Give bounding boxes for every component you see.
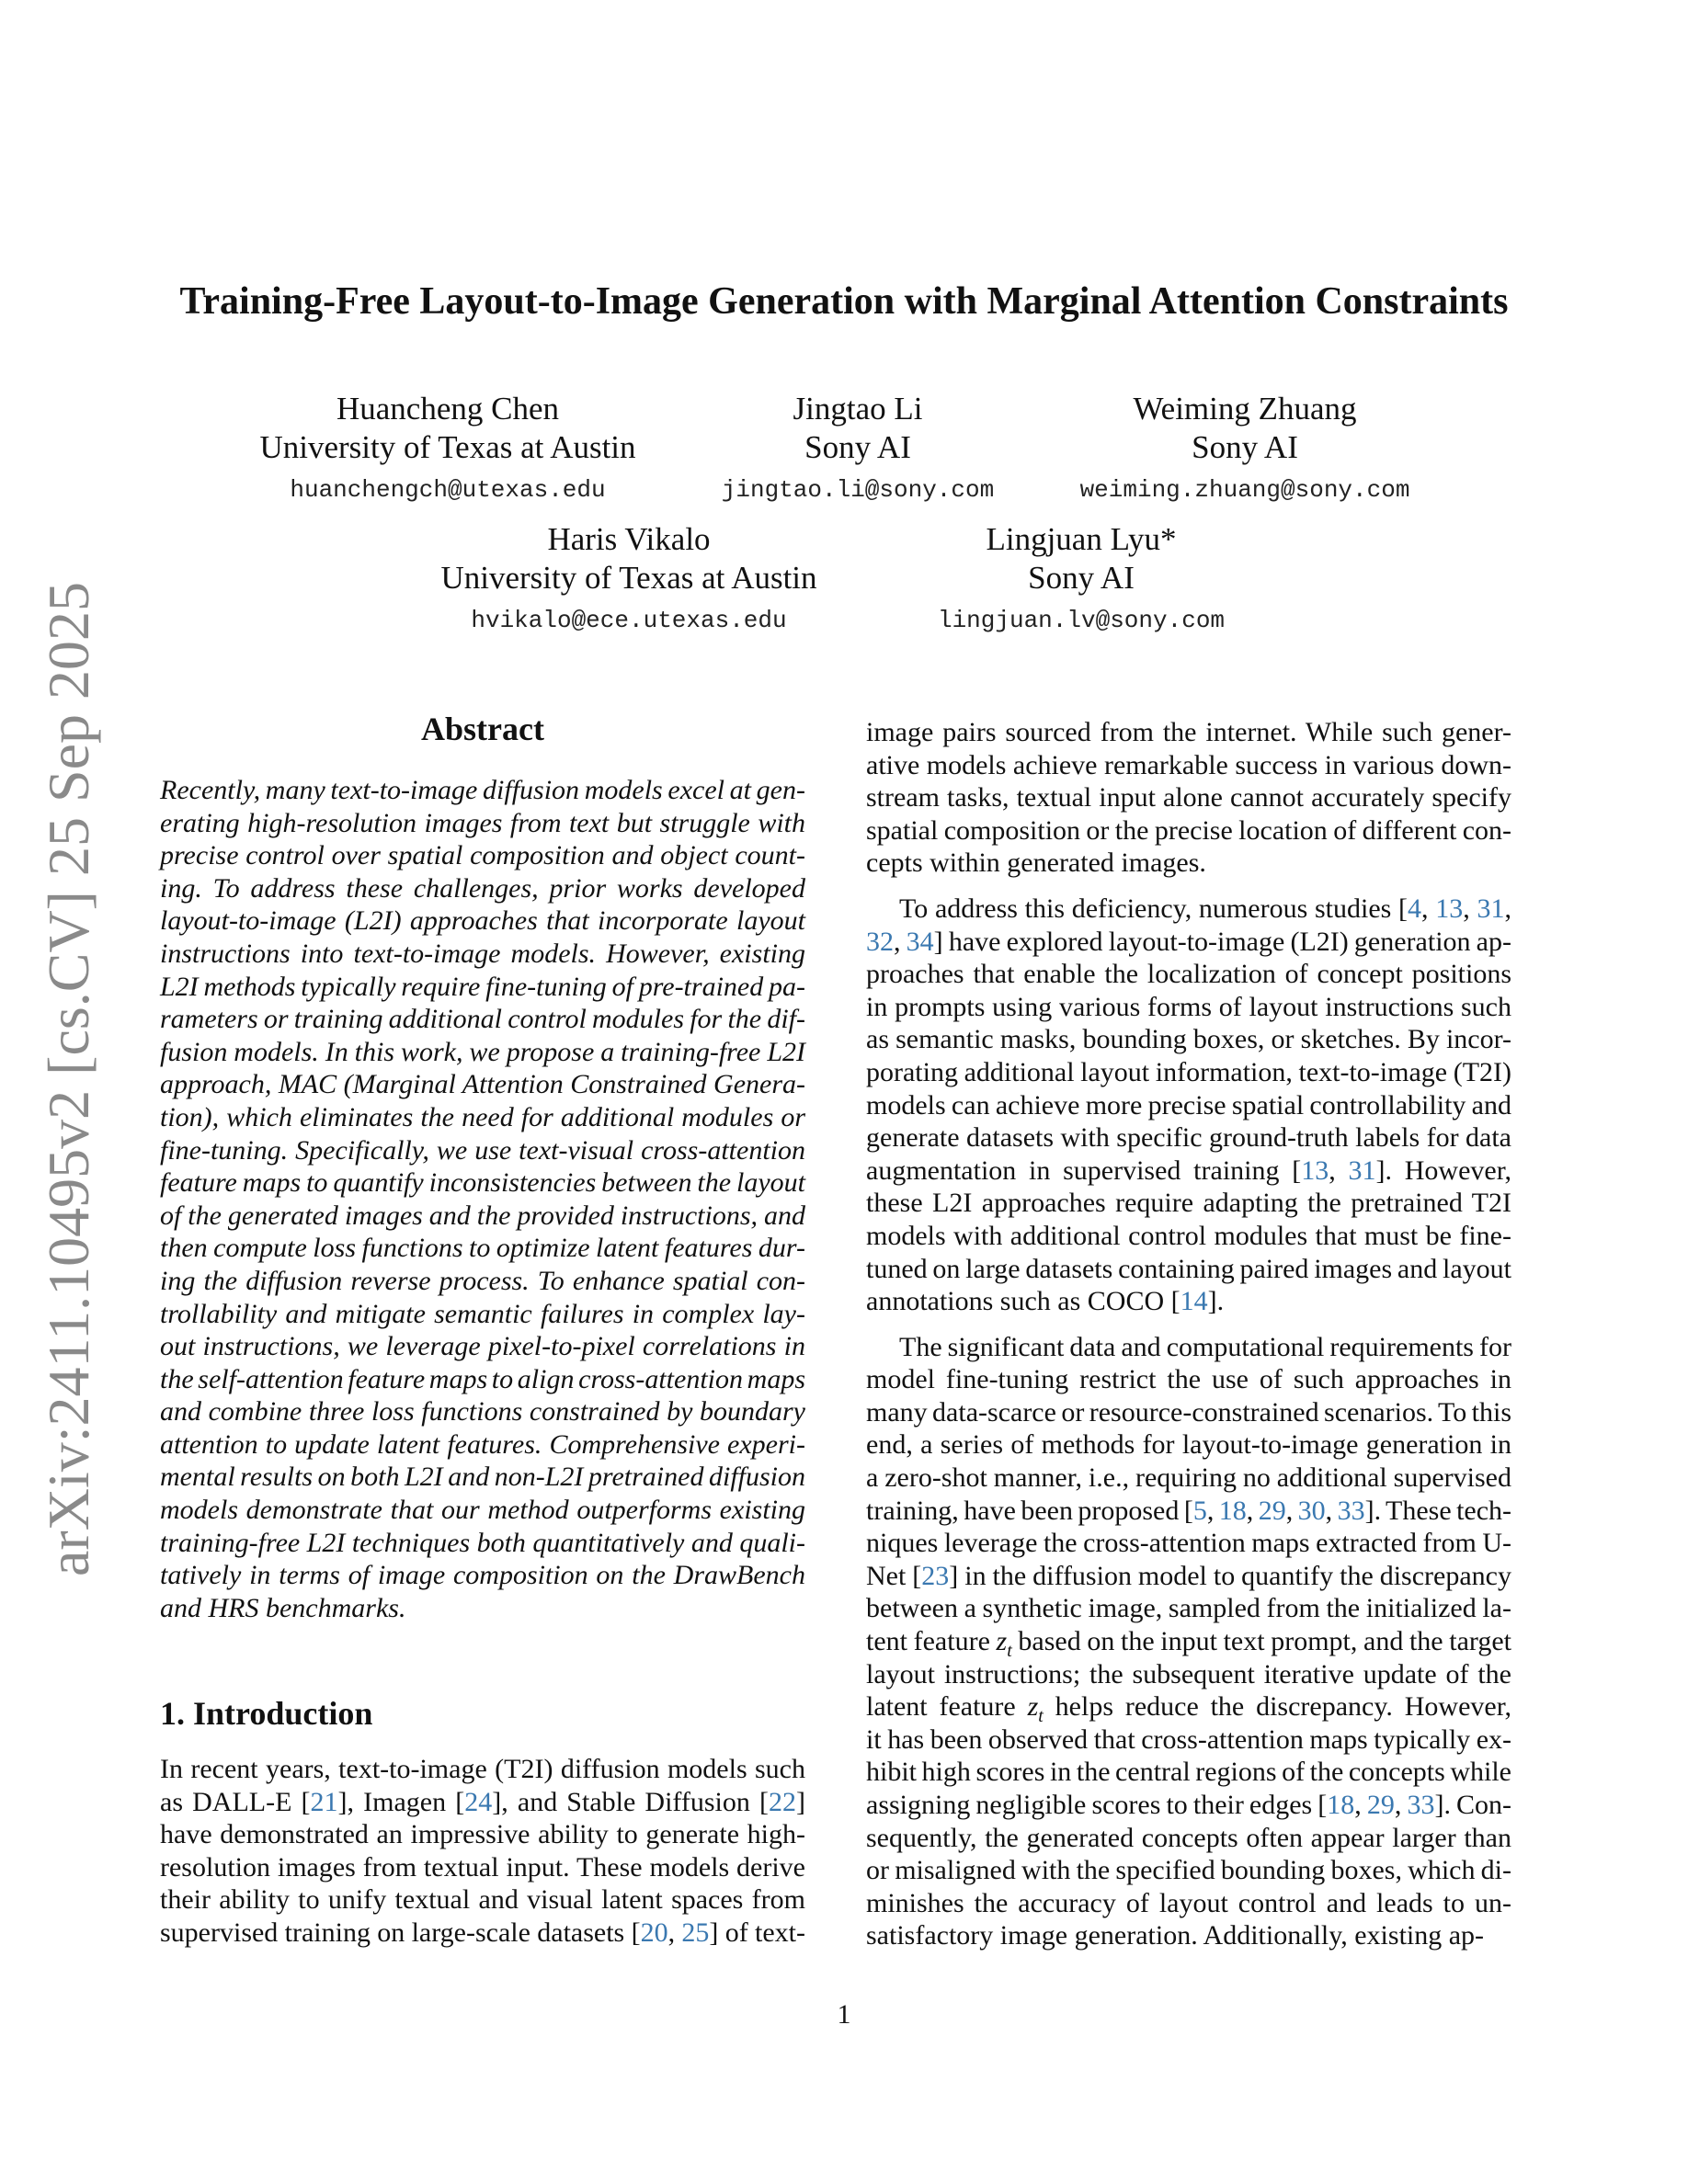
abstract-body bbox=[160, 774, 805, 1624]
citation-link[interactable]: 5 bbox=[1192, 1495, 1207, 1526]
citation-link[interactable]: 21 bbox=[310, 1786, 338, 1817]
introduction-section bbox=[160, 1694, 805, 1962]
text-line: erating high-resolution images from text but struggle with bbox=[160, 807, 805, 838]
author bbox=[722, 390, 994, 504]
text-line: between a synthetic image, sampled from the initialized la- bbox=[866, 1593, 1511, 1624]
math-z-t: $z_t$ bbox=[996, 1626, 1012, 1662]
citation-link[interactable]: 33 bbox=[1407, 1790, 1435, 1820]
text-line: trollability and mitigate semantic failures in complex lay- bbox=[160, 1298, 805, 1329]
introduction-left-body bbox=[160, 1753, 805, 1950]
text-line: To address this deficiency, numerous studies [4, 13, 31, bbox=[899, 893, 1512, 924]
text-line: annotations such as COCO [14]. bbox=[866, 1286, 1225, 1317]
author bbox=[259, 390, 635, 504]
text-line: In recent years, text-to-image (T2I) diffusion models such bbox=[160, 1754, 805, 1784]
text-line: satisfactory image generation. Additionally, existing ap- bbox=[866, 1920, 1485, 1951]
text-line: image pairs sourced from the internet. While such gener- bbox=[866, 717, 1511, 747]
paper-title: Training-Free Layout-to-Image Generation with Marginal Attention Constraints bbox=[179, 280, 1509, 323]
citation-link[interactable]: 13 bbox=[1435, 893, 1464, 924]
citation-link[interactable]: 33 bbox=[1337, 1495, 1365, 1526]
author bbox=[938, 520, 1225, 634]
text-line: instructions into text-to-image models. However, existing bbox=[160, 938, 805, 969]
citation-link[interactable]: 18 bbox=[1218, 1495, 1247, 1526]
text-line: latent feature $z_t$ helps reduce the discrepancy. However, bbox=[866, 1691, 1511, 1727]
author-email[interactable]: hvikalo@ece.utexas.edu bbox=[471, 607, 787, 634]
text-line: training-free L2I techniques both quantitatively and quali- bbox=[160, 1527, 805, 1558]
text-line: and HRS benchmarks. bbox=[160, 1592, 406, 1623]
text-line: ative models achieve remarkable success in various down- bbox=[866, 749, 1511, 780]
author-affiliation: Sony AI bbox=[1192, 429, 1298, 465]
citation-link[interactable]: 31 bbox=[1348, 1155, 1376, 1186]
text-line: tion), which eliminates the need for additional modules or bbox=[160, 1101, 805, 1132]
author-name: Jingtao Li bbox=[793, 391, 923, 427]
text-line: spatial composition or the precise location of different con- bbox=[866, 814, 1511, 846]
citation-link[interactable]: 20 bbox=[640, 1917, 668, 1948]
introduction-heading: 1. Introduction bbox=[160, 1695, 373, 1732]
text-line: resolution images from textual input. These models derive bbox=[160, 1851, 805, 1883]
text-line: attention to update latent features. Comprehensive experi- bbox=[160, 1428, 805, 1460]
citation-link[interactable]: 31 bbox=[1477, 893, 1505, 924]
text-line: ing. To address these challenges, prior works developed bbox=[160, 872, 805, 904]
citation-link[interactable]: 29 bbox=[1258, 1495, 1286, 1526]
text-line: models with additional control modules that must be fine- bbox=[866, 1220, 1511, 1251]
text-line: ing the diffusion reverse process. To enhance spatial con- bbox=[160, 1265, 805, 1296]
author-affiliation: Sony AI bbox=[804, 429, 911, 465]
text-line: as DALL-E [21], Imagen [24], and Stable Diffusion [22] bbox=[160, 1786, 805, 1817]
text-line: mental results on both L2I and non-L2I pretrained diffusion bbox=[160, 1462, 805, 1493]
text-line: Recently, many text-to-image diffusion models excel at gen- bbox=[160, 775, 805, 805]
text-line: Net [23] in the diffusion model to quantify the discrepancy bbox=[866, 1560, 1511, 1591]
citation-link[interactable]: 25 bbox=[681, 1917, 710, 1948]
text-line: as semantic masks, bounding boxes, or sketches. By incor- bbox=[866, 1024, 1511, 1055]
text-line: supervised training on large-scale datasets [20, 25] of text- bbox=[160, 1917, 806, 1948]
text-line: tatively in terms of image composition on the DrawBench bbox=[160, 1560, 805, 1591]
text-line: the self-attention feature maps to align cross-attention maps bbox=[160, 1363, 806, 1394]
text-line: their ability to unify textual and visual latent spaces from bbox=[160, 1884, 805, 1916]
text-line: fusion models. In this work, we propose a training-free L2I bbox=[160, 1036, 805, 1067]
text-line: rameters or training additional control modules for the dif- bbox=[160, 1004, 805, 1035]
text-line: have demonstrated an impressive ability to generate high- bbox=[160, 1819, 805, 1850]
text-line: proaches that enable the localization of concept positions bbox=[866, 959, 1511, 990]
author-affiliation: Sony AI bbox=[1028, 560, 1135, 596]
text-line: precise control over spatial composition and object count- bbox=[160, 840, 805, 871]
author-email[interactable]: huanchengch@utexas.edu bbox=[290, 476, 606, 504]
text-line: out instructions, we leverage pixel-to-pixel correlations in bbox=[160, 1331, 805, 1362]
text-line: or misaligned with the specified bounding boxes, which di- bbox=[866, 1855, 1511, 1886]
text-line: assigning negligible scores to their edges [18, 29, 33]. Con- bbox=[866, 1790, 1512, 1820]
right-column bbox=[866, 716, 1511, 1965]
author-name: Huancheng Chen bbox=[336, 391, 559, 427]
author-email[interactable]: weiming.zhuang@sony.com bbox=[1079, 476, 1410, 504]
page-number: 1 bbox=[837, 1999, 851, 2030]
text-line: augmentation in supervised training [13, 31]. However, bbox=[866, 1155, 1511, 1186]
paragraph bbox=[866, 1331, 1511, 1952]
math-z-t: $z_t$ bbox=[1027, 1691, 1044, 1727]
citation-link[interactable]: 23 bbox=[921, 1560, 950, 1591]
text-line: of the generated images and the provided instructions, and bbox=[160, 1200, 805, 1231]
citation-link[interactable]: 32 bbox=[866, 926, 894, 957]
text-line: niques leverage the cross-attention maps extracted from U- bbox=[866, 1528, 1511, 1559]
arxiv-stamp: arXiv:2411.10495v2 [cs.CV] 25 Sep 2025 bbox=[36, 582, 101, 1576]
paragraph bbox=[160, 1753, 805, 1950]
text-line: approach, MAC (Marginal Attention Constrained Genera- bbox=[160, 1069, 805, 1100]
text-line: then compute loss functions to optimize latent features dur- bbox=[160, 1233, 805, 1264]
text-line: sequently, the generated concepts often appear larger than bbox=[866, 1822, 1511, 1853]
text-line: feature maps to quantify inconsistencies between the layout bbox=[160, 1167, 805, 1199]
text-line: generate datasets with specific ground-truth labels for data bbox=[866, 1122, 1511, 1154]
introduction-right-body bbox=[866, 716, 1511, 1952]
text-line: tent feature $z_t$ based on the input text prompt, and the target bbox=[866, 1626, 1511, 1662]
text-line: in prompts using various forms of layout instructions such bbox=[866, 991, 1511, 1022]
citation-link[interactable]: 24 bbox=[464, 1786, 493, 1817]
text-line: models can achieve more precise spatial controllability and bbox=[866, 1089, 1511, 1120]
citation-link[interactable]: 4 bbox=[1408, 893, 1422, 924]
text-line: 32, 34] have explored layout-to-image (L2I) generation ap- bbox=[866, 926, 1511, 957]
text-line: end, a series of methods for layout-to-image generation in bbox=[866, 1429, 1511, 1461]
text-line: hibit high scores in the central regions of the concepts while bbox=[866, 1757, 1511, 1788]
text-line: layout instructions; the subsequent iterative update of the bbox=[866, 1658, 1511, 1689]
text-line: these L2I approaches require adapting the pretrained T2I bbox=[866, 1188, 1511, 1219]
text-line: stream tasks, textual input alone cannot accurately specify bbox=[866, 782, 1511, 813]
author-affiliation: University of Texas at Austin bbox=[259, 429, 636, 465]
author bbox=[440, 520, 816, 634]
text-line: tuned on large datasets containing paired images and layout bbox=[866, 1253, 1511, 1284]
citation-link[interactable]: 13 bbox=[1301, 1155, 1329, 1186]
author-name: Haris Vikalo bbox=[547, 521, 711, 557]
citation-link[interactable]: 34 bbox=[906, 926, 934, 957]
text-line: many data-scarce or resource-constrained scenarios. To this bbox=[866, 1396, 1511, 1428]
author-affiliation: University of Texas at Austin bbox=[440, 560, 817, 596]
author-name: Lingjuan Lyu* bbox=[986, 521, 1177, 557]
text-line: training, have been proposed [5, 18, 29, 30, 33]. These tech- bbox=[866, 1495, 1512, 1526]
paragraph bbox=[160, 774, 805, 1624]
text-line: L2I methods typically require fine-tuning of pre-trained pa- bbox=[160, 971, 805, 1002]
text-line: The significant data and computational requirements for bbox=[899, 1331, 1511, 1362]
text-line: model fine-tuning restrict the use of such approaches in bbox=[866, 1364, 1511, 1395]
author bbox=[1080, 390, 1410, 504]
author-email[interactable]: jingtao.li@sony.com bbox=[721, 476, 995, 504]
text-line: and combine three loss functions constrained by boundary bbox=[160, 1396, 805, 1428]
text-line: fine-tuning. Specifically, we use text-visual cross-attention bbox=[160, 1134, 805, 1166]
paragraph bbox=[866, 716, 1511, 880]
citation-link[interactable]: 29 bbox=[1366, 1790, 1395, 1820]
text-line: minishes the accuracy of layout control and leads to un- bbox=[866, 1887, 1511, 1918]
citation-link[interactable]: 30 bbox=[1297, 1495, 1326, 1526]
text-line: porating additional layout information, text-to-image (T2I) bbox=[866, 1056, 1511, 1087]
citation-link[interactable]: 14 bbox=[1180, 1286, 1208, 1317]
author-email[interactable]: lingjuan.lv@sony.com bbox=[937, 607, 1226, 634]
abstract-heading: Abstract bbox=[421, 711, 544, 747]
text-line: layout-to-image (L2I) approaches that incorporate layout bbox=[160, 905, 805, 937]
text-line: it has been observed that cross-attention maps typically ex- bbox=[866, 1723, 1511, 1755]
left-column bbox=[160, 710, 805, 1637]
text-line: a zero-shot manner, i.e., requiring no additional supervised bbox=[866, 1462, 1511, 1494]
paragraph bbox=[866, 893, 1511, 1318]
text-line: cepts within generated images. bbox=[866, 847, 1206, 879]
citation-link[interactable]: 18 bbox=[1327, 1790, 1355, 1820]
text-line: models demonstrate that our method outperforms existing bbox=[160, 1495, 805, 1526]
citation-link[interactable]: 22 bbox=[769, 1786, 796, 1817]
author-name: Weiming Zhuang bbox=[1133, 391, 1357, 427]
